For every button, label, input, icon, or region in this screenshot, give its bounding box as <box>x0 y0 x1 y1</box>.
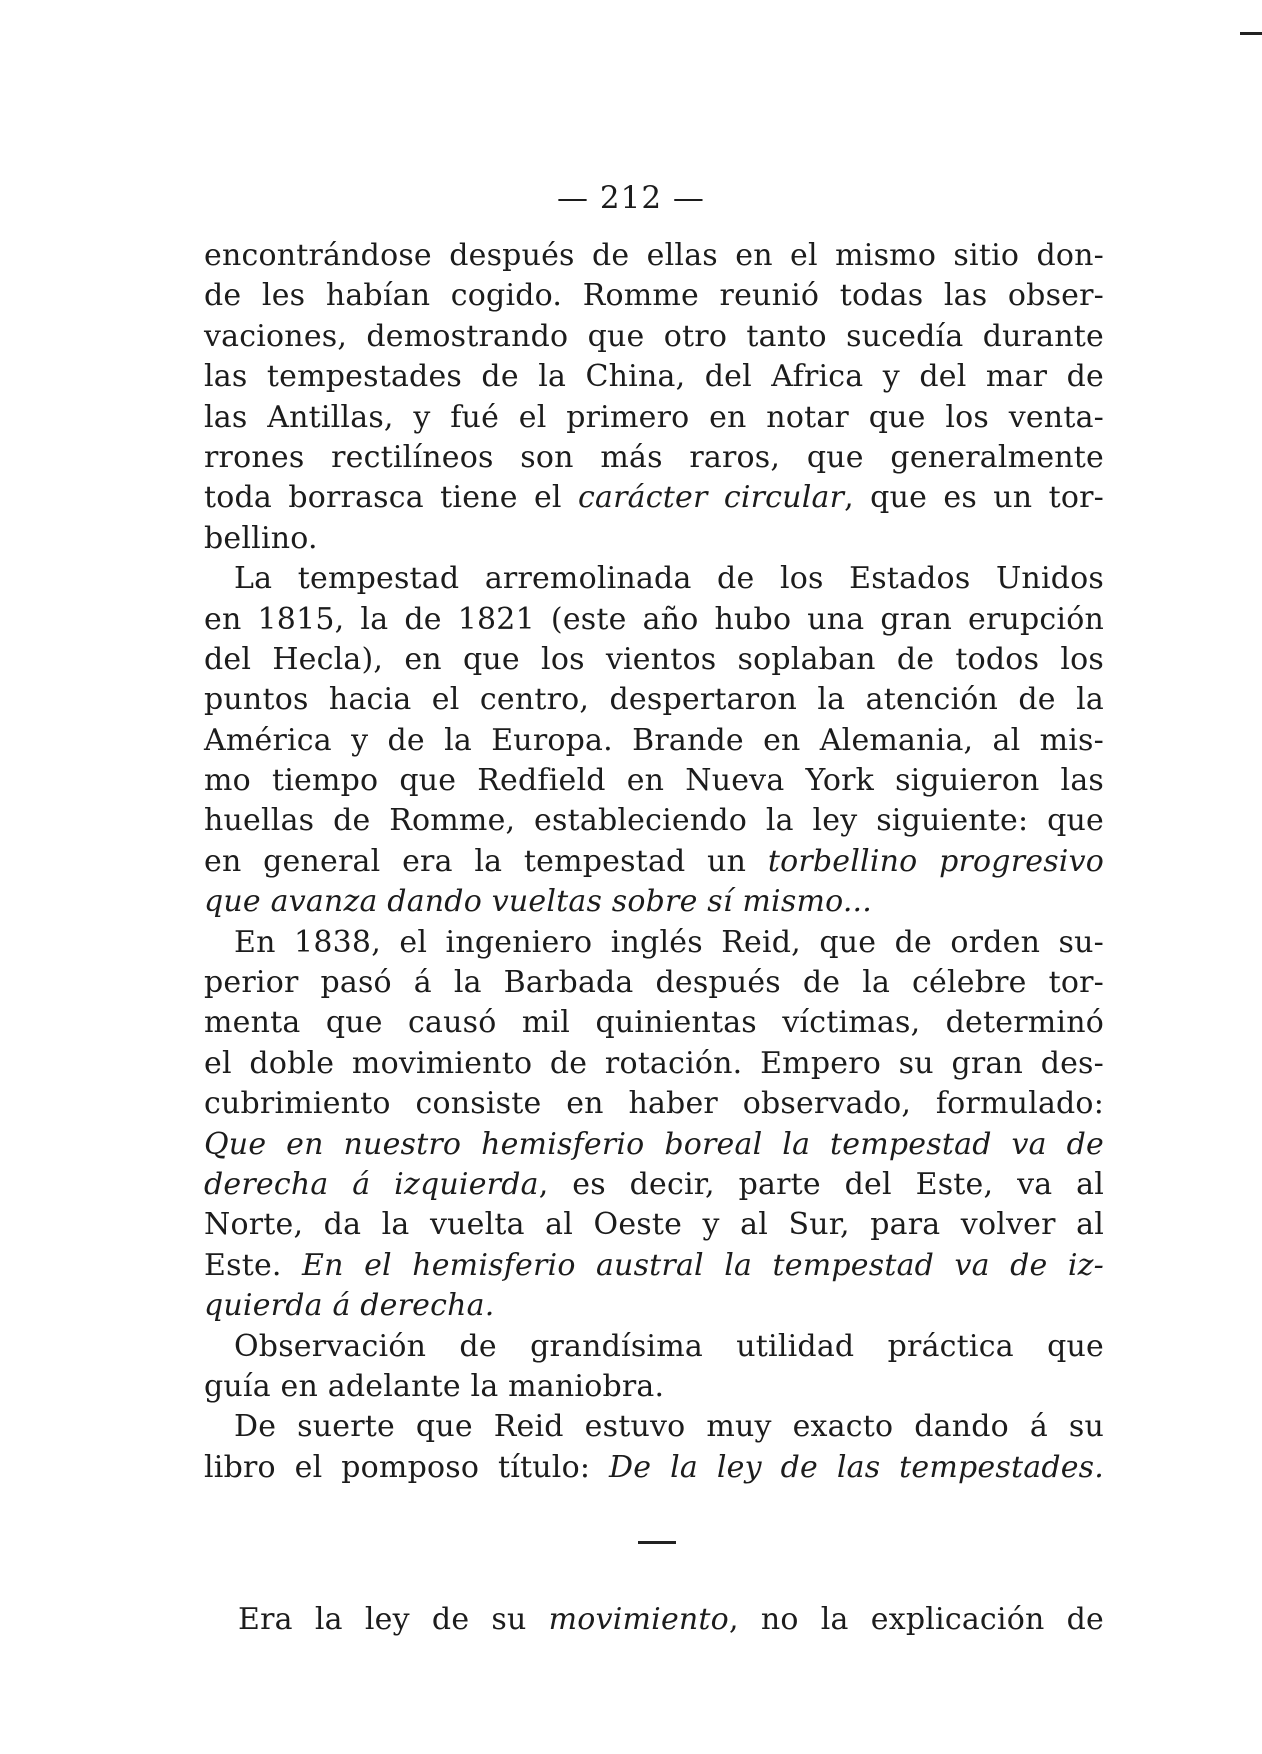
text-line: En 1838, el ingeniero inglés Reid, que de orden su- <box>234 924 1104 960</box>
text-line: mo tiempo que Redfield en Nueva York siguieron las <box>204 763 1104 799</box>
text-line: las Antillas, y fué el primero en notar que los venta- <box>204 399 1104 435</box>
text-line: toda borrasca tiene el carácter circular, que es un tor- <box>204 480 1105 516</box>
text-line: Era la ley de su movimiento, no la explicación de <box>238 1602 1104 1637</box>
text-line <box>204 1286 1104 1326</box>
text-line <box>204 882 1104 922</box>
italic-phrase: De la ley de las tempestades. <box>609 1449 1105 1485</box>
italic-phrase: quierda á derecha. <box>204 1288 495 1324</box>
text-line: las tempestades de la China, del Africa y del mar de <box>204 359 1104 395</box>
text-line: menta que causó mil quinientas víctimas, determinó <box>204 1005 1104 1041</box>
text-line: en general era la tempestad un torbellino progresivo <box>204 843 1104 879</box>
text-line <box>204 1125 1104 1165</box>
text-line: del Hecla), en que los vientos soplaban de todos los <box>204 641 1104 677</box>
italic-phrase: movimiento <box>548 1602 729 1637</box>
text-line: el doble movimiento de rotación. Empero su gran des- <box>204 1045 1104 1081</box>
text-line: derecha á izquierda, es decir, parte del Este, va al <box>204 1166 1104 1202</box>
text-line: bellino. <box>204 520 318 556</box>
text-line: Norte, da la vuelta al Oeste y al Sur, para volver al <box>204 1207 1104 1243</box>
italic-phrase: Que en nuestro hemisferio boreal la tempestad va de <box>204 1126 1104 1162</box>
italic-phrase: torbellino progresivo <box>767 843 1104 879</box>
text-line: vaciones, demostrando que otro tanto sucedía durante <box>204 318 1104 354</box>
text-line: de les habían cogido. Romme reunió todas las obser- <box>204 278 1104 314</box>
text-line: guía en adelante la maniobra. <box>204 1368 665 1404</box>
text-line: encontrándose después de ellas en el mismo sitio don- <box>204 238 1104 273</box>
italic-phrase: carácter circular <box>578 480 845 516</box>
page-edge-mark <box>1240 32 1262 35</box>
text-line: huellas de Romme, estableciendo la ley siguiente: que <box>204 803 1104 839</box>
text-line: Este. En el hemisferio austral la tempestad va de iz- <box>204 1247 1104 1283</box>
text-line: La tempestad arremolinada de los Estados Unidos <box>234 561 1104 597</box>
italic-phrase: que avanza dando vueltas sobre sí mismo... <box>204 884 873 920</box>
italic-phrase: En el hemisferio austral la tempestad va de iz- <box>302 1247 1104 1283</box>
text-line: De suerte que Reid estuvo muy exacto dando á su <box>234 1409 1104 1445</box>
page-number: — 212 — <box>557 180 705 216</box>
text-line: cubrimiento consiste en haber observado, formulado: <box>204 1086 1104 1122</box>
next-section-line <box>238 1600 1104 1640</box>
text-line: libro el pomposo título: De la ley de las tempestades. <box>204 1449 1105 1485</box>
text-line: rrones rectilíneos son más raros, que generalmente <box>204 439 1104 475</box>
section-separator-glyph <box>638 1520 668 1555</box>
body-text <box>204 236 1104 1488</box>
text-line: puntos hacia el centro, despertaron la atención de la <box>204 682 1104 718</box>
italic-phrase: derecha á izquierda <box>204 1166 539 1202</box>
text-line: América y de la Europa. Brande en Alemania, al mis- <box>204 722 1104 758</box>
text-line: perior pasó á la Barbada después de la célebre tor- <box>204 965 1104 1001</box>
text-line: en 1815, la de 1821 (este año hubo una gran erupción <box>204 601 1104 637</box>
text-line: Observación de grandísima utilidad práctica que <box>234 1328 1104 1364</box>
